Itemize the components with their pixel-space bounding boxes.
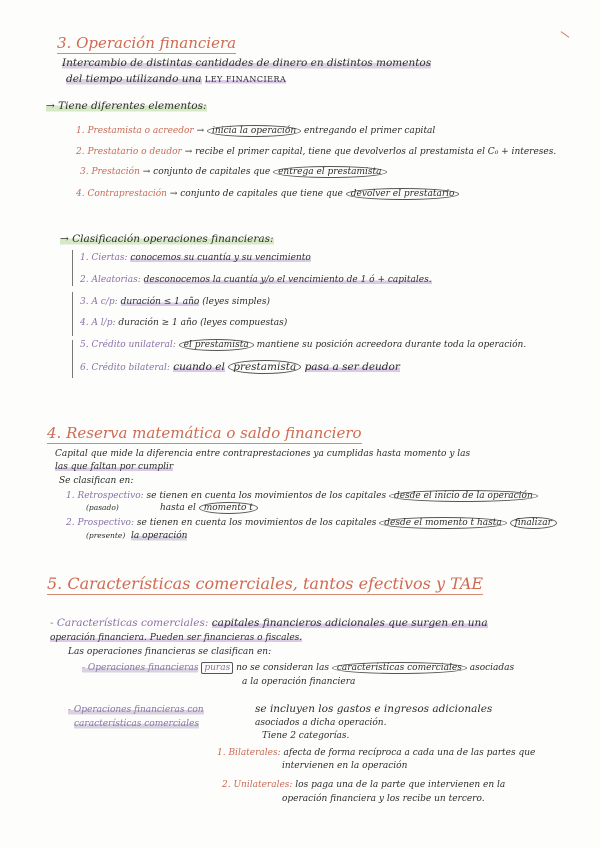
class-3: 3. A c/p: duración ≤ 1 año (leyes simples) <box>80 297 270 307</box>
s4-retro-line2: hasta el momento t <box>160 503 258 513</box>
class-4: 4. A l/p: duración ≥ 1 año (leyes compuestas) <box>80 318 288 328</box>
class-6: 6. Crédito bilateral: cuando el prestamista pasa a ser deudor <box>80 361 400 373</box>
s4-prosp: 2. Prospectivo: se tienen en cuenta los movimientos de los capitales desde el momento t hasta finalizar <box>66 518 557 528</box>
s5-cat-1: 1. Bilaterales: afecta de forma recíproca a cada una de las partes que <box>217 748 536 758</box>
class-5: 5. Crédito unilateral: el prestamista mantiene su posición acreedora durante toda la operación. <box>80 340 527 350</box>
section-5-title: 5. Características comerciales, tantos efectivos y TAE <box>47 574 484 593</box>
s3-class-heading: → Clasificación operaciones financieras: <box>60 233 274 245</box>
s5-op-com-text2: asociados a dicha operación. <box>255 718 387 728</box>
s5-op-com-label2: características comerciales <box>74 719 199 729</box>
s3-element-1: 1. Prestamista o acreedor → inicia la operación entregando el primer capital <box>76 126 436 136</box>
s4-prosp-sub: (presente) <box>86 531 126 540</box>
s4-retro: 1. Retrospectivo: se tienen en cuenta los movimientos de los capitales desde el inicio de la operación <box>66 491 538 501</box>
section-3-title: 3. Operación financiera <box>57 34 237 52</box>
s5-op-com-label1: - Operaciones financieras con <box>68 705 204 715</box>
s5-line2: operación financiera. Pueden ser financieras o fiscales. <box>50 633 303 643</box>
corner-stroke <box>561 31 570 38</box>
s5-line1: - Características comerciales: capitales financieros adicionales que surgen en una <box>50 617 488 629</box>
s5-line3: Las operaciones financieras se clasifican en: <box>68 647 272 657</box>
class-1: 1. Ciertas: conocemos su cuantía y su vencimiento <box>80 253 311 263</box>
s3-element-2: 2. Prestatario o deudor → recibe el primer capital, tiene que devolverlos al prestamista el C₀ + intereses. <box>76 147 557 157</box>
s5-op-com-text: se incluyen los gastos e ingresos adicionales <box>255 703 493 715</box>
s3-element-4: 4. Contraprestación → conjunto de capitales que tiene que devolver el prestatario <box>76 189 459 199</box>
s5-cat-1-line2: intervienen en la operación <box>282 761 408 771</box>
class-bracket-3 <box>72 340 73 378</box>
s4-prosp-line2: la operación <box>131 531 188 541</box>
section-4-title: 4. Reserva matemática o saldo financiero <box>47 424 362 442</box>
s5-cat-2-line2: operación financiera y los recibe un tercero. <box>282 794 485 804</box>
s4-line1: Capital que mide la diferencia entre contraprestaciones ya cumplidas hasta momento y las <box>55 449 471 459</box>
class-2: 2. Aleatorias: desconocemos la cuantía y/o el vencimiento de 1 ó + capitales. <box>80 275 432 285</box>
s4-line3: Se clasifican en: <box>59 476 134 486</box>
class-bracket-1 <box>72 250 73 286</box>
s5-op-com-text3: Tiene 2 categorías. <box>262 731 350 741</box>
s3-elements-heading: → Tiene diferentes elementos: <box>46 100 207 112</box>
s3-intro-line1: Intercambio de distintas cantidades de dinero en distintos momentos <box>62 57 432 69</box>
s5-op-puras: - Operaciones financieras puras no se consideran las características comerciales asociadas <box>82 663 515 673</box>
s5-op-puras-line2: a la operación financiera <box>242 677 356 687</box>
s4-line2: las que faltan por cumplir <box>55 462 174 472</box>
s3-intro-line2: del tiempo utilizando una LEY FINANCIERA <box>66 73 287 85</box>
s4-retro-sub: (pasado) <box>86 503 119 512</box>
s3-element-3: 3. Prestación → conjunto de capitales que entrega el prestamista <box>80 167 387 177</box>
s5-cat-2: 2. Unilaterales: los paga una de la parte que intervienen en la <box>222 780 506 790</box>
class-bracket-2 <box>72 292 73 336</box>
